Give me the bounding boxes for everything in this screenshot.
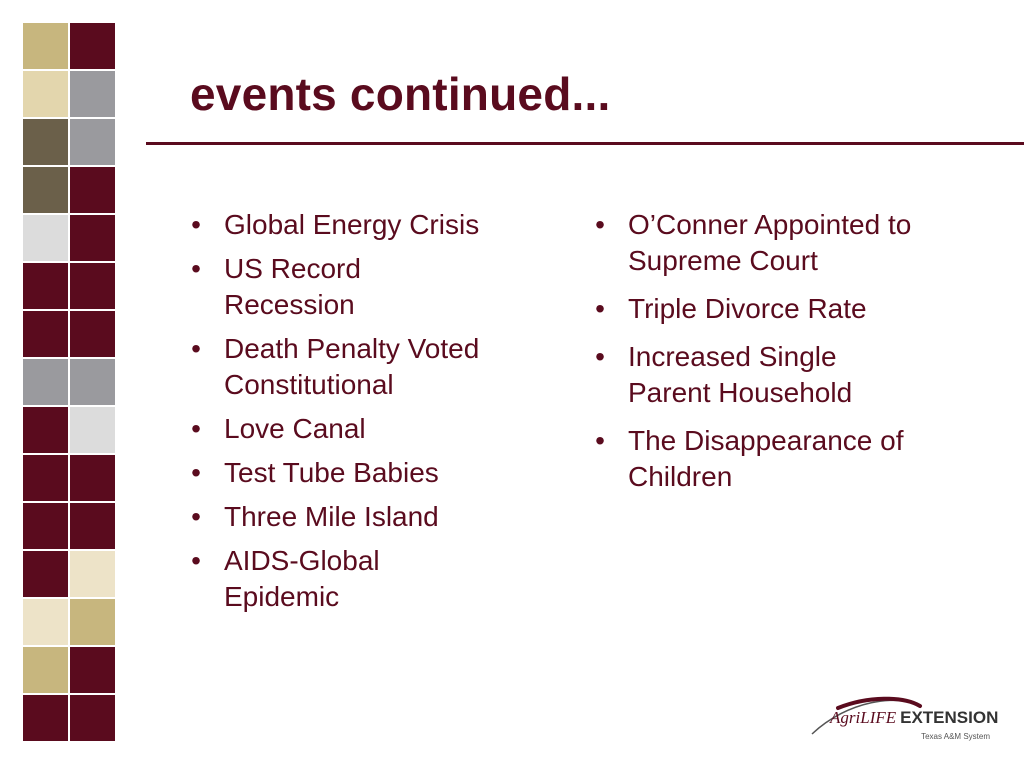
- list-item: • Increased Single Parent Household: [590, 339, 948, 411]
- list-item: • O’Conner Appointed to Supreme Court: [590, 207, 978, 279]
- strip-cell: [22, 310, 69, 358]
- bullet-icon: •: [191, 413, 201, 444]
- strip-cell: [69, 694, 116, 742]
- strip-cell: [69, 406, 116, 454]
- bullet-icon: •: [595, 425, 605, 456]
- logo-subtitle: Texas A&M System: [921, 732, 990, 741]
- strip-cell: [22, 598, 69, 646]
- strip-cell: [22, 70, 69, 118]
- bullet-icon: •: [595, 341, 605, 372]
- list-item: • US Record Recession: [186, 251, 424, 323]
- strip-cell: [22, 454, 69, 502]
- strip-cell: [22, 118, 69, 166]
- logo-wordmark: AgriLIFE EXTENSION: [830, 708, 999, 727]
- strip-cell: [69, 310, 116, 358]
- list-item: • AIDS-Global Epidemic: [186, 543, 444, 615]
- list-item: • Three Mile Island: [186, 499, 546, 535]
- strip-cell: [69, 166, 116, 214]
- bullet-icon: •: [595, 293, 605, 324]
- strip-cell: [22, 22, 69, 70]
- list-item: • Global Energy Crisis: [186, 207, 546, 243]
- agrilife-extension-logo: [808, 694, 998, 748]
- bullet-icon: •: [191, 545, 201, 576]
- list-item: • The Disappearance of Children: [590, 423, 968, 495]
- strip-cell: [69, 118, 116, 166]
- title-divider: [146, 142, 1024, 145]
- strip-cell: [22, 502, 69, 550]
- strip-cell: [69, 22, 116, 70]
- strip-cell: [22, 358, 69, 406]
- right-bullet-list: [590, 207, 950, 507]
- strip-cell: [69, 550, 116, 598]
- strip-cell: [69, 70, 116, 118]
- slide-title: events continued...: [190, 68, 611, 120]
- bullet-icon: •: [191, 333, 201, 364]
- bullet-icon: •: [191, 209, 201, 240]
- strip-cell: [69, 454, 116, 502]
- strip-cell: [69, 646, 116, 694]
- strip-cell: [69, 358, 116, 406]
- bullet-icon: •: [191, 501, 201, 532]
- list-item: • Triple Divorce Rate: [590, 291, 950, 327]
- strip-cell: [22, 262, 69, 310]
- bullet-icon: •: [191, 253, 201, 284]
- list-item: • Test Tube Babies: [186, 455, 546, 491]
- strip-cell: [69, 214, 116, 262]
- list-item: • Love Canal: [186, 411, 546, 447]
- bullet-icon: •: [595, 209, 605, 240]
- strip-cell: [22, 694, 69, 742]
- strip-cell: [22, 166, 69, 214]
- list-item: • Death Penalty Voted Constitutional: [186, 331, 564, 403]
- strip-cell: [22, 550, 69, 598]
- strip-cell: [69, 502, 116, 550]
- decorative-checker-strip: [22, 22, 116, 742]
- strip-cell: [69, 262, 116, 310]
- left-bullet-list: [186, 207, 546, 623]
- strip-cell: [22, 646, 69, 694]
- strip-cell: [69, 598, 116, 646]
- bullet-icon: •: [191, 457, 201, 488]
- strip-cell: [22, 406, 69, 454]
- strip-cell: [22, 214, 69, 262]
